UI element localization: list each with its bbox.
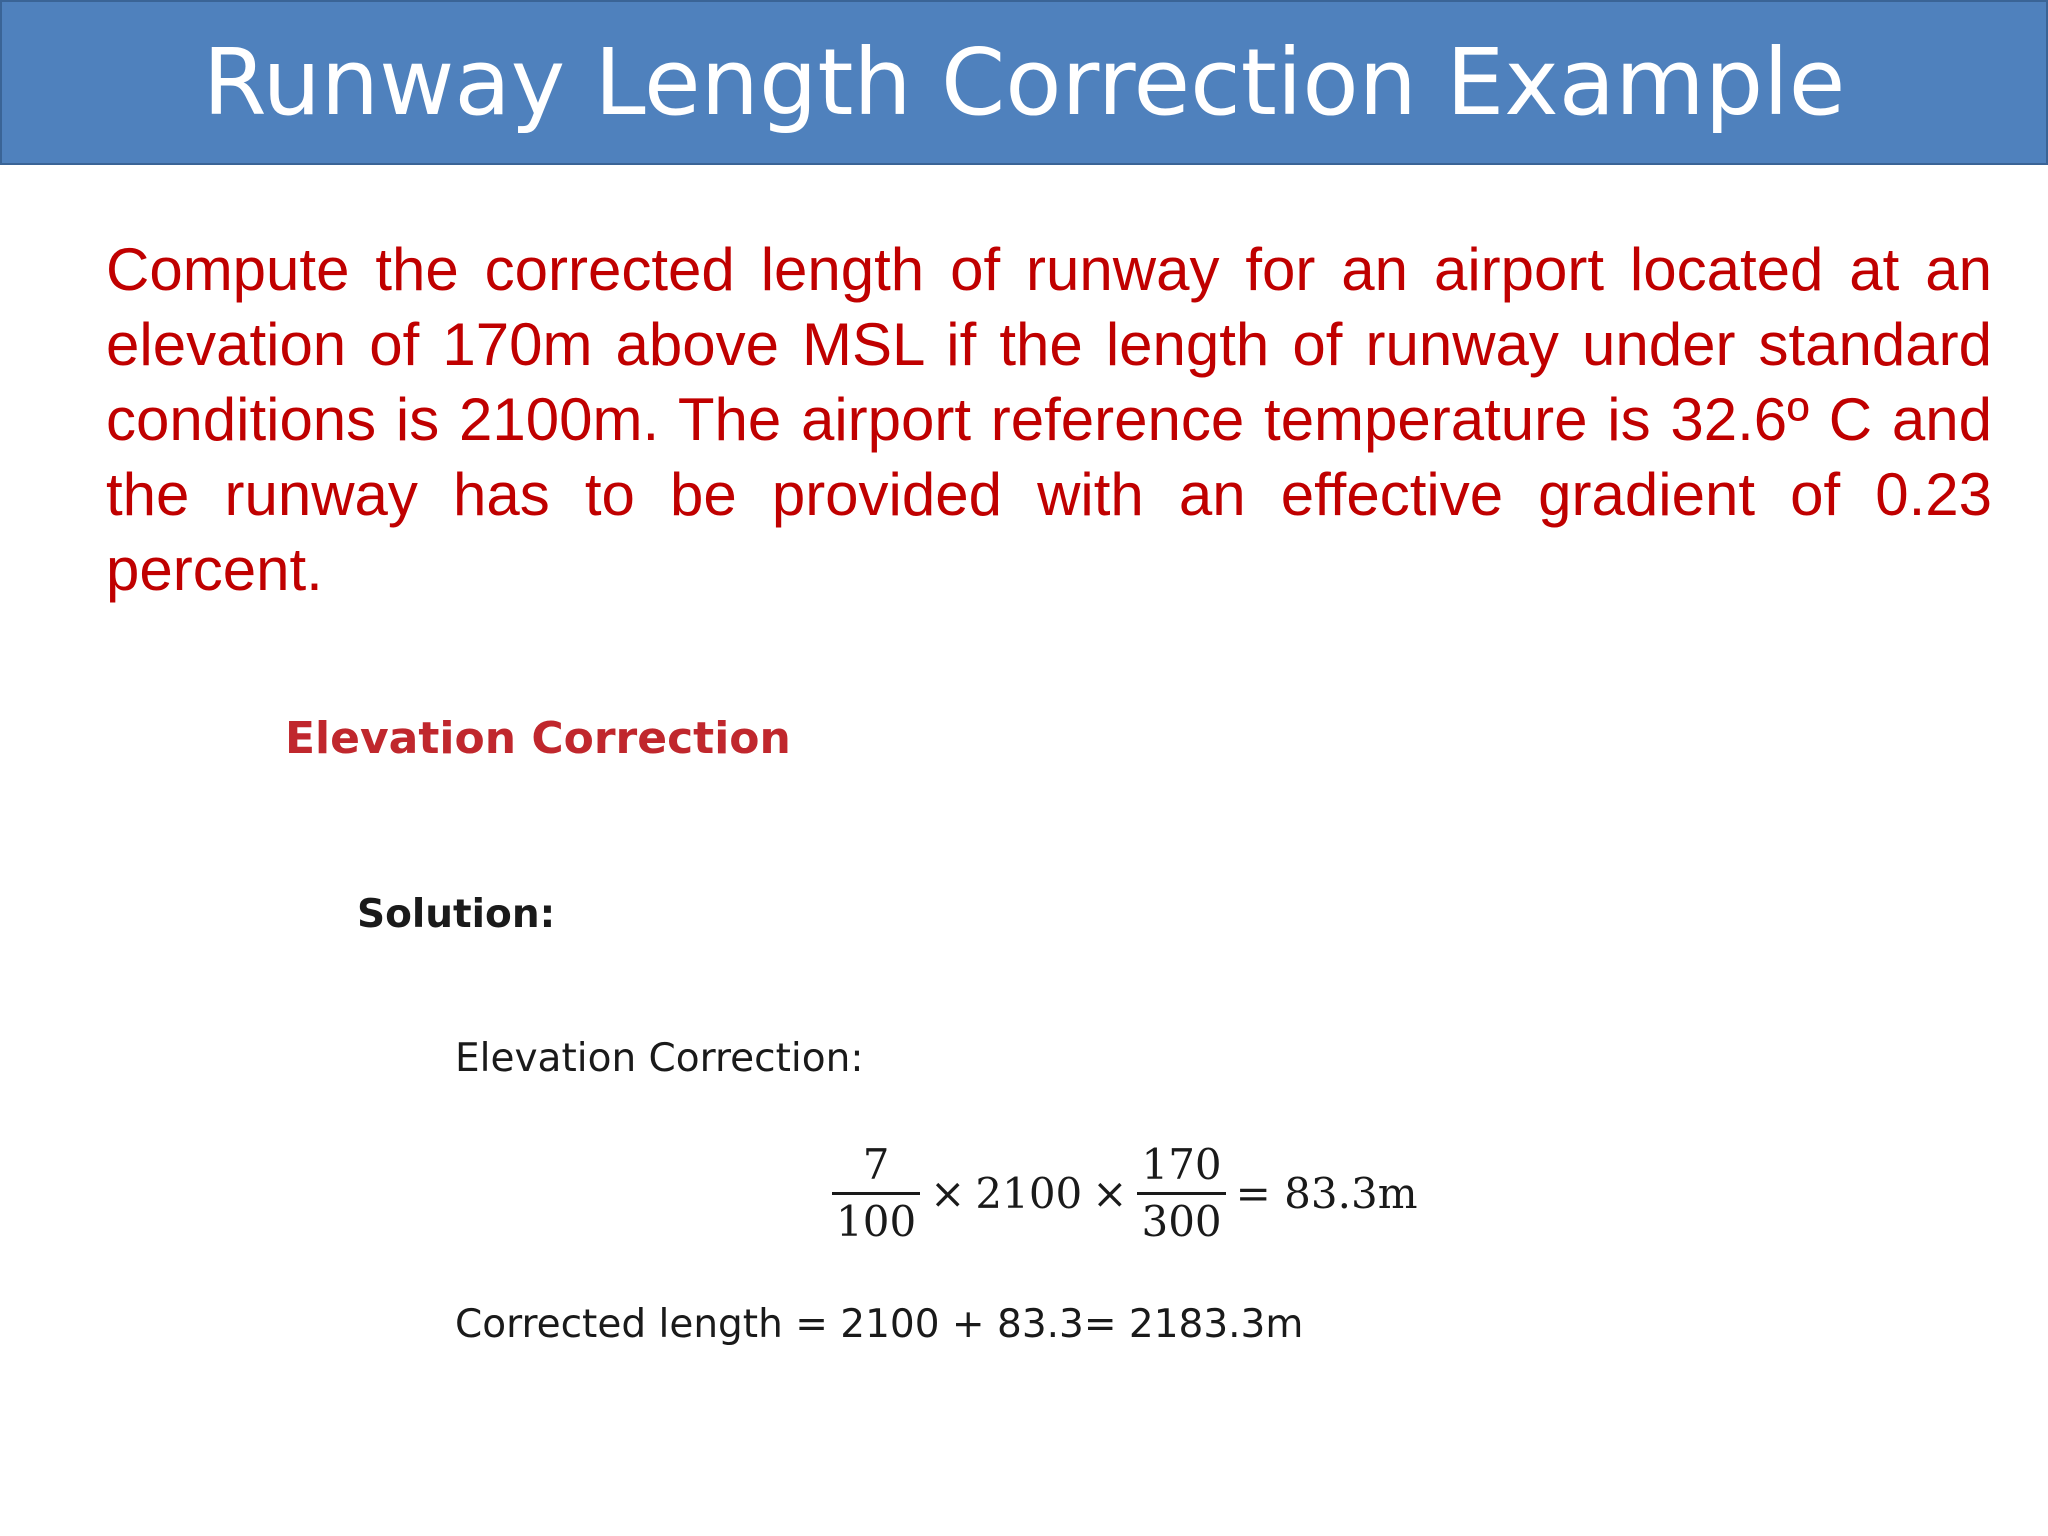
elevation-correction-label: Elevation Correction:	[455, 1036, 864, 1081]
corrected-length-result: Corrected length = 2100 + 83.3= 2183.3m	[455, 1302, 1304, 1347]
fraction-2-numerator: 170	[1141, 1139, 1222, 1189]
fraction-1	[832, 1139, 920, 1246]
multiply-sign-2: ×	[1092, 1168, 1128, 1218]
fraction-2-denominator: 300	[1141, 1196, 1222, 1246]
elevation-correction-formula	[832, 1138, 1428, 1248]
multiply-sign-1: ×	[930, 1168, 966, 1218]
slide-title: Runway Length Correction Example	[202, 29, 1846, 136]
fraction-2	[1137, 1139, 1225, 1246]
fraction-1-numerator: 7	[862, 1139, 890, 1189]
slide-title-bar	[0, 0, 2048, 165]
formula-factor: 2100	[975, 1168, 1083, 1218]
section-heading: Elevation Correction	[285, 713, 791, 764]
problem-statement: Compute the corrected length of runway for an airport located at an elevation of 170m above MSL if the length of runway under standard conditions is 2100m. The airport reference temperature is 32.6º C and the runway has to be provided with an effective gradient of 0.23 percent.	[106, 236, 1992, 603]
fraction-1-denominator: 100	[836, 1196, 917, 1246]
solution-label: Solution:	[357, 892, 556, 937]
formula-result: = 83.3m	[1235, 1168, 1418, 1218]
